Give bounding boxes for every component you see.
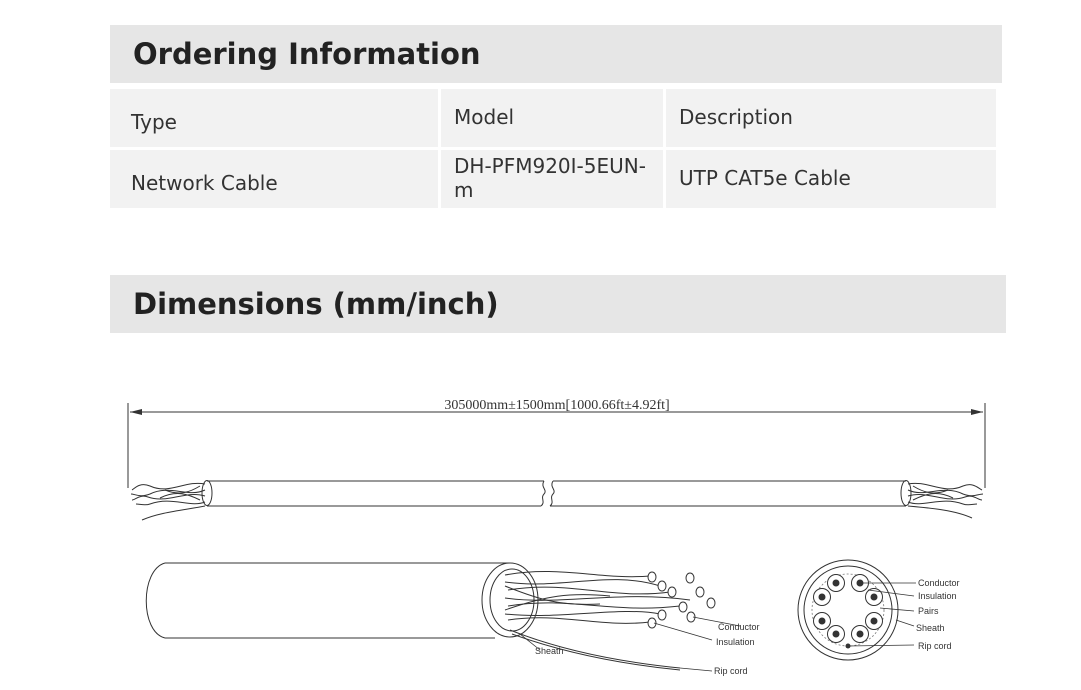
section-rip-cord-label: Rip cord — [918, 641, 952, 651]
column-header-type: Type — [110, 89, 438, 147]
table-row — [110, 150, 996, 208]
cable-cross-section-drawing — [780, 550, 980, 670]
cell-model: DH-PFM920I-5EUN-m — [441, 150, 663, 208]
ordering-information-title: Ordering Information — [133, 37, 481, 71]
right-wire-ends — [908, 483, 983, 518]
cable-length-drawing — [0, 380, 1081, 530]
side-sheath-label: Sheath — [535, 646, 564, 656]
dimensions-title: Dimensions (mm/inch) — [133, 287, 499, 321]
cable-length-label: 305000mm±1500mm[1000.66ft±4.92ft] — [444, 398, 670, 413]
side-insulation-label: Insulation — [716, 637, 755, 647]
conductor-pairs — [814, 575, 883, 649]
left-wire-ends — [131, 483, 205, 520]
side-conductor-label: Conductor — [718, 622, 760, 632]
cell-description: UTP CAT5e Cable — [666, 150, 996, 208]
cable-side-detail-drawing — [0, 550, 780, 690]
section-sheath-label: Sheath — [916, 623, 945, 633]
table-header-row — [110, 89, 996, 147]
column-header-description: Description — [666, 89, 996, 147]
ordering-information-heading — [110, 25, 1002, 83]
dimensions-heading — [110, 275, 1006, 333]
cable-body — [202, 481, 911, 507]
side-rip-cord-label: Rip cord — [714, 666, 748, 676]
cell-type: Network Cable — [110, 150, 438, 208]
section-conductor-label: Conductor — [918, 578, 960, 588]
section-pairs-label: Pairs — [918, 606, 939, 616]
column-header-model: Model — [441, 89, 663, 147]
section-insulation-label: Insulation — [918, 591, 957, 601]
ordering-table — [107, 86, 999, 211]
